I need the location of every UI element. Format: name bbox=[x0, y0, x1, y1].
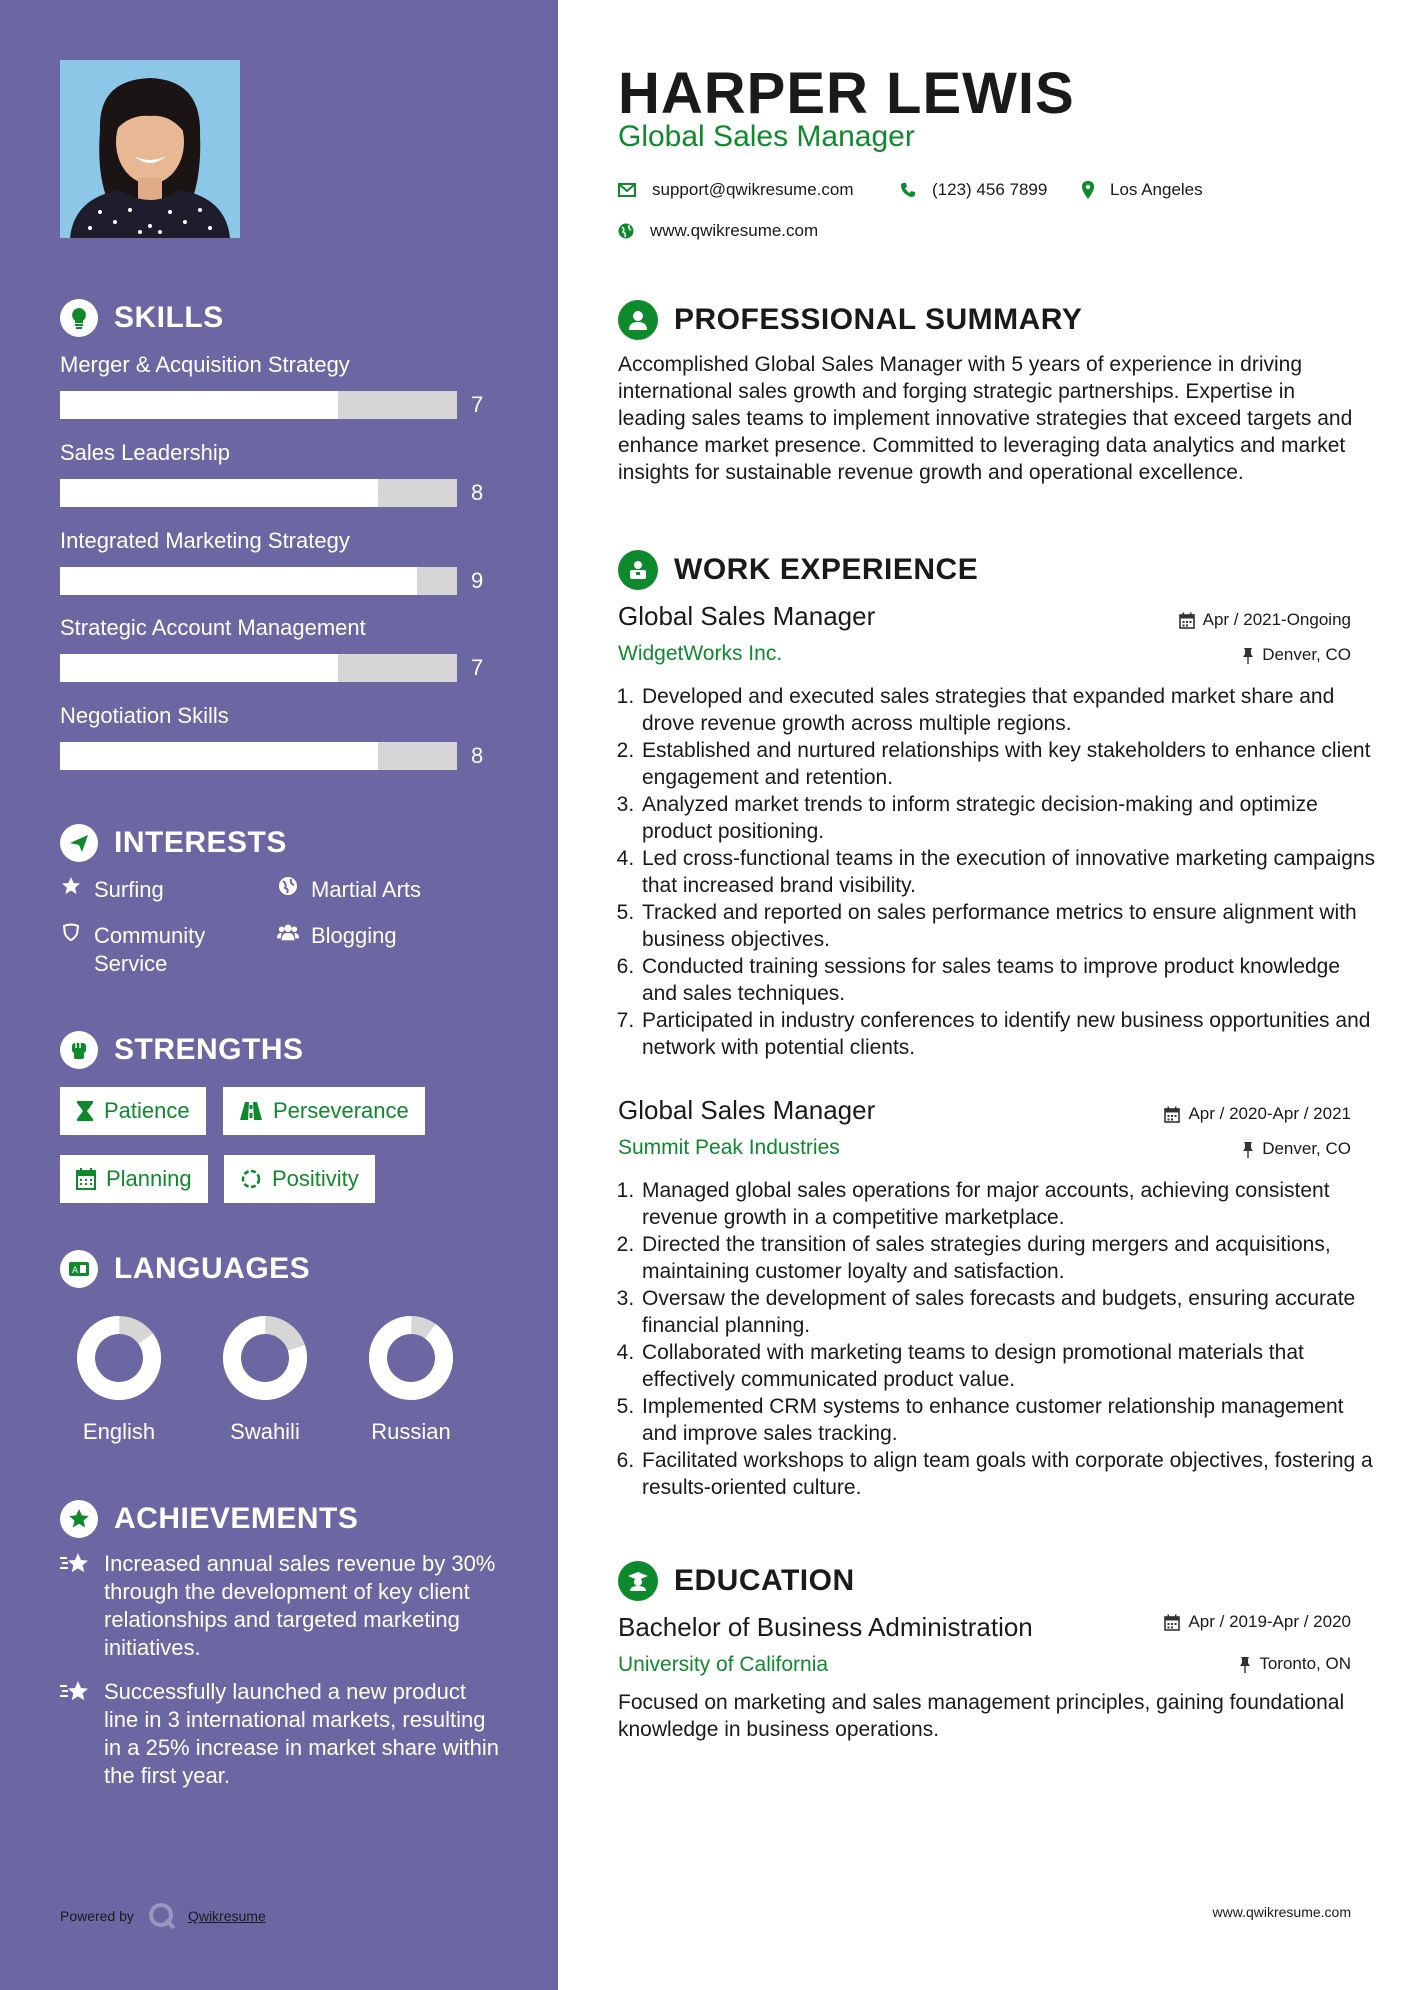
summary-title: PROFESSIONAL SUMMARY bbox=[674, 303, 1083, 336]
summary-text: Accomplished Global Sales Manager with 5 years of experience in driving international sales growth and forging strategic partnerships. Expertise in leading sales teams to implement innovative strategies that exceed targets and enhance market presence. Committed to leveraging data analytics and market insights for sustainable revenue growth and operational excellence. bbox=[618, 353, 1353, 484]
job-title: Global Sales Manager bbox=[618, 601, 876, 631]
strength-chip: Planning bbox=[60, 1155, 208, 1203]
star-burst-icon bbox=[60, 1678, 92, 1790]
skill-bar bbox=[60, 567, 457, 595]
pushpin-icon bbox=[1242, 1141, 1254, 1158]
achievements-title: ACHIEVEMENTS bbox=[114, 1502, 359, 1535]
education-title: EDUCATION bbox=[674, 1564, 855, 1597]
skill-bar bbox=[60, 654, 457, 682]
language-name: Russian bbox=[371, 1419, 451, 1444]
email-contact[interactable]: support@qwikresume.com bbox=[618, 180, 854, 200]
footer-url[interactable]: www.qwikresume.com bbox=[1212, 1904, 1351, 1920]
strength-chip: Positivity bbox=[224, 1155, 375, 1203]
duty-item: 4. Led cross-functional teams in the execution of innovative marketing campaigns that increased brand visibility. bbox=[640, 845, 1380, 899]
duty-item: 1. Managed global sales operations for major accounts, achieving consistent revenue growth in a competitive marketplace. bbox=[640, 1177, 1380, 1231]
circle-notch-icon bbox=[240, 1168, 262, 1190]
languages-heading bbox=[60, 1250, 310, 1288]
interest-item: Surfing bbox=[60, 876, 164, 904]
profile-photo bbox=[60, 60, 240, 238]
phone-contact[interactable]: (123) 456 7899 bbox=[900, 180, 1047, 200]
job-duties-list bbox=[618, 1177, 1380, 1501]
skills-heading bbox=[60, 299, 224, 337]
sidebar bbox=[0, 0, 558, 1990]
skill-bar-fill bbox=[60, 479, 378, 507]
calendar-icon bbox=[76, 1168, 96, 1190]
skill-label: Sales Leadership bbox=[60, 440, 231, 465]
company-name: Summit Peak Industries bbox=[618, 1136, 840, 1159]
job-dates: Apr / 2021-Ongoing bbox=[1179, 610, 1351, 630]
skill-bar bbox=[60, 742, 457, 770]
main-content bbox=[558, 0, 1407, 1990]
qwikresume-logo-icon bbox=[148, 1902, 176, 1930]
education-description: Focused on marketing and sales management principles, gaining foundational knowledge in business operations. bbox=[618, 1691, 1345, 1741]
globe-icon bbox=[618, 223, 634, 239]
website-contact[interactable]: www.qwikresume.com bbox=[618, 221, 818, 241]
qwikresume-link[interactable]: Qwikresume bbox=[187, 1908, 266, 1924]
interest-item: Martial Arts bbox=[277, 876, 421, 904]
strength-chip: Patience bbox=[60, 1087, 206, 1135]
experience-heading bbox=[618, 550, 978, 590]
company-name: WidgetWorks Inc. bbox=[618, 642, 783, 665]
duty-item: 5. Implemented CRM systems to enhance customer relationship management and improve sales tracking. bbox=[640, 1393, 1380, 1447]
skill-bar-fill bbox=[60, 654, 338, 682]
interest-item: Blogging bbox=[277, 922, 397, 950]
candidate-name: HARPER LEWIS bbox=[618, 61, 1075, 126]
road-icon bbox=[239, 1101, 263, 1121]
calendar-icon bbox=[1164, 1614, 1180, 1631]
duty-item: 2. Established and nurtured relationships with key stakeholders to enhance client engagement and retention. bbox=[640, 737, 1380, 791]
skill-bar bbox=[60, 391, 457, 419]
paper-plane-icon bbox=[60, 824, 98, 862]
skill-value: 7 bbox=[471, 392, 484, 417]
language-ring bbox=[74, 1313, 164, 1403]
education-location: Toronto, ON bbox=[1239, 1654, 1351, 1674]
graduate-icon bbox=[618, 1561, 658, 1601]
job-title: Global Sales Manager bbox=[618, 1095, 876, 1125]
skill-bar-fill bbox=[60, 567, 417, 595]
award-star-icon bbox=[60, 1500, 98, 1538]
language-item bbox=[210, 1313, 320, 1445]
duty-item: 1. Developed and executed sales strategies that expanded market share and drove revenue growth across multiple regions. bbox=[640, 683, 1380, 737]
achievement-item: Successfully launched a new product line in 3 international markets, resulting in a 25% increase in market share within the first year. bbox=[60, 1678, 500, 1790]
svg-text:A: A bbox=[72, 1266, 79, 1276]
user-icon bbox=[618, 300, 658, 340]
skill-label: Merger & Acquisition Strategy bbox=[60, 352, 350, 377]
skill-value: 8 bbox=[471, 480, 484, 505]
strengths-title: STRENGTHS bbox=[114, 1033, 304, 1066]
duty-item: 5. Tracked and reported on sales performance metrics to ensure alignment with business objectives. bbox=[640, 899, 1380, 953]
language-ring bbox=[366, 1313, 456, 1403]
job-dates: Apr / 2020-Apr / 2021 bbox=[1164, 1104, 1351, 1124]
map-pin-icon bbox=[1082, 181, 1094, 199]
interests-title: INTERESTS bbox=[114, 826, 287, 859]
duty-item: 4. Collaborated with marketing teams to design promotional materials that effectively communicated product value. bbox=[640, 1339, 1380, 1393]
star-burst-icon bbox=[60, 1550, 92, 1662]
language-item bbox=[64, 1313, 174, 1445]
school-name: University of California bbox=[618, 1653, 829, 1676]
language-icon bbox=[60, 1250, 98, 1288]
language-name: English bbox=[82, 1419, 156, 1444]
powered-by: Powered by Qwikresume bbox=[60, 1902, 266, 1930]
skill-label: Integrated Marketing Strategy bbox=[60, 528, 350, 553]
lightbulb-icon bbox=[60, 299, 98, 337]
globe-icon bbox=[277, 876, 299, 896]
pushpin-icon bbox=[1242, 647, 1254, 664]
duty-item: 7. Participated in industry conferences to identify new business opportunities and network with potential clients. bbox=[640, 1007, 1380, 1061]
language-name: Swahili bbox=[230, 1419, 300, 1444]
skills-title: SKILLS bbox=[114, 301, 224, 334]
skill-value: 7 bbox=[471, 655, 484, 680]
skill-label: Negotiation Skills bbox=[60, 703, 229, 728]
star-icon bbox=[60, 876, 82, 896]
pushpin-icon bbox=[1239, 1656, 1251, 1673]
language-item bbox=[356, 1313, 466, 1445]
duty-item: 3. Analyzed market trends to inform strategic decision-making and optimize product positioning. bbox=[640, 791, 1380, 845]
job-duties-list bbox=[618, 683, 1380, 1061]
duty-item: 2. Directed the transition of sales strategies during mergers and acquisitions, maintaining customer loyalty and satisfaction. bbox=[640, 1231, 1380, 1285]
duty-item: 3. Oversaw the development of sales forecasts and budgets, ensuring accurate financial planning. bbox=[640, 1285, 1380, 1339]
job-location: Denver, CO bbox=[1242, 1139, 1351, 1159]
degree-title: Bachelor of Business Administration bbox=[618, 1612, 1033, 1642]
strengths-heading bbox=[60, 1031, 304, 1069]
envelope-icon bbox=[618, 183, 636, 197]
calendar-icon bbox=[1164, 1106, 1180, 1123]
achievements-heading bbox=[60, 1500, 358, 1538]
fist-icon bbox=[60, 1031, 98, 1069]
candidate-role: Global Sales Manager bbox=[618, 120, 915, 153]
skill-bar bbox=[60, 479, 457, 507]
location-contact: Los Angeles bbox=[1082, 180, 1203, 200]
skill-label: Strategic Account Management bbox=[60, 615, 366, 640]
skill-bar-fill bbox=[60, 391, 338, 419]
calendar-icon bbox=[1179, 612, 1195, 629]
duty-item: 6. Conducted training sessions for sales teams to improve product knowledge and sales techniques. bbox=[640, 953, 1380, 1007]
achievement-item: Increased annual sales revenue by 30% through the development of key client relationships and targeted marketing initiatives. bbox=[60, 1550, 500, 1662]
language-ring bbox=[220, 1313, 310, 1403]
education-heading bbox=[618, 1561, 855, 1601]
skill-value: 9 bbox=[471, 568, 484, 593]
interests-heading bbox=[60, 824, 287, 862]
hourglass-icon bbox=[76, 1100, 94, 1122]
summary-heading bbox=[618, 300, 1082, 340]
skill-value: 8 bbox=[471, 743, 484, 768]
experience-title: WORK EXPERIENCE bbox=[674, 553, 979, 586]
shield-icon bbox=[60, 922, 82, 942]
job-location: Denver, CO bbox=[1242, 645, 1351, 665]
languages-title: LANGUAGES bbox=[114, 1252, 311, 1285]
education-dates: Apr / 2019-Apr / 2020 bbox=[1164, 1612, 1351, 1632]
strength-chip: Perseverance bbox=[223, 1087, 425, 1135]
duty-item: 6. Facilitated workshops to align team goals with corporate objectives, fostering a results-oriented culture. bbox=[640, 1447, 1380, 1501]
briefcase-user-icon bbox=[618, 550, 658, 590]
phone-icon bbox=[900, 182, 916, 198]
interest-item: Community Service bbox=[60, 922, 260, 978]
users-icon bbox=[277, 922, 299, 942]
skill-bar-fill bbox=[60, 742, 378, 770]
